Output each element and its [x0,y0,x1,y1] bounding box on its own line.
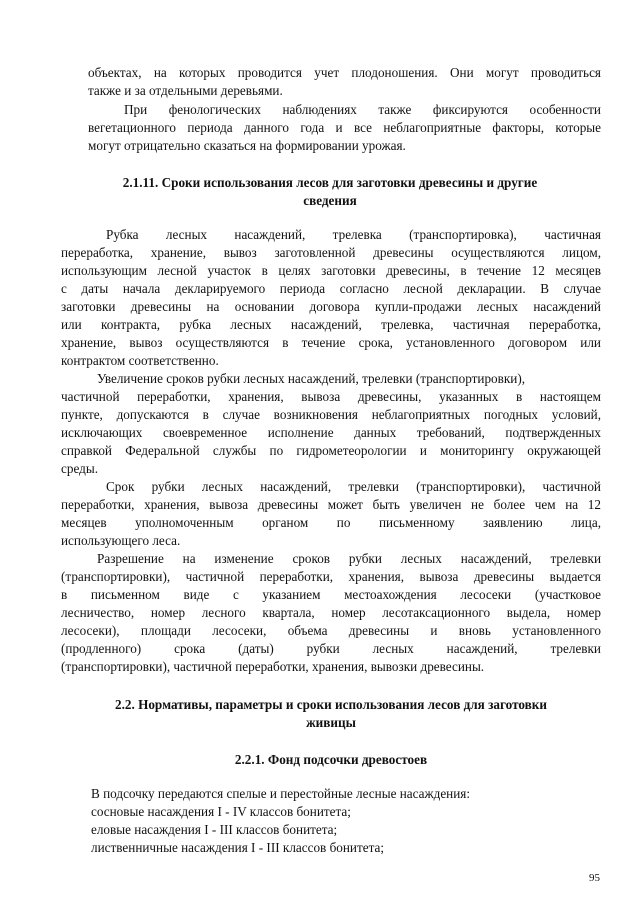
text-line: Рубка лесных насаждений, трелевка (транспортировка), частичная [106,227,601,242]
text-line: переработка, хранение, вывоз заготовленной древесины осуществляются лицом, [61,245,601,260]
text-line: (транспортировки), частичной переработки, хранения, вывоза древесины выдается [61,569,601,584]
text-line: исключающих своевременное исполнение данных требований, подтвержденных [61,425,601,440]
text-line: могут отрицательно сказаться на формировании урожая. [88,138,406,153]
text-line: лесничество, номер лесного квартала, номер лесотаксационного выдела, номер [61,605,601,620]
text-line: переработки, хранения, вывоза древесины может быть увеличен не более чем на 12 [61,497,601,512]
subsection-heading-2-2-1: 2.2.1. Фонд подсочки древостоев [234,752,428,767]
heading-line: 2.2. Нормативы, параметры и сроки использования лесов для заготовки [115,697,547,712]
text-line: использующим лесной участок в целях заготовки древесины, в течение 12 месяцев [61,263,601,278]
list-item: еловые насаждения I - III классов бонитета; [91,822,338,837]
text-line: среды. [61,461,98,476]
text-line: Увеличение сроков рубки лесных насаждений, трелевки (транспортировки), [97,371,526,386]
text-line: использующего леса. [61,533,181,548]
text-line: хранение, вывоз осуществляются в течение срока, установленного договором или [61,335,601,350]
text-line: месяцев уполномоченным органом по письменному заявлению лица, [61,515,601,530]
heading-line: живицы [306,715,356,730]
text-line: При фенологических наблюдениях также фиксируются особенности [124,102,601,117]
text-line: Срок рубки лесных насаждений, трелевки (транспортировки), частичной [106,479,601,494]
text-line: также и за отдельными деревьями. [88,83,283,98]
text-line: частичной переработки, хранения, вывоза древесины, указанных в настоящем [61,389,601,404]
text-line: справкой Федеральной службы по гидрометеорологии и мониторингу окружающей [61,443,601,458]
text-line: пункте, допускаются в случае возникновения неблагоприятных погодных условий, [61,407,601,422]
page-number: 95 [589,872,600,884]
text-line: Разрешение на изменение сроков рубки лесных насаждений, трелевки [97,551,601,566]
text-line: в письменном виде с указанием местоахождения лесосеки (участковое [61,587,601,602]
heading-line: 2.1.11. Сроки использования лесов для заготовки древесины и другие [122,175,538,190]
text-line: объектах, на которых проводится учет плодоношения. Они могут проводиться [88,65,601,80]
text-line: (продленного) срока (даты) рубки лесных насаждений, трелевки [61,641,601,656]
text-line: или контракта, рубка лесных насаждений, трелевка, частичная переработка, [61,317,601,332]
text-line: с даты начала декларируемого периода согласно лесной декларации. В случае [61,281,601,296]
text-line: контрактом соответственно. [61,353,219,368]
text-line: лесосеки), площади лесосеки, объема древесины и вновь установленного [61,623,601,638]
text-line: заготовки древесины на основании договора купли-продажи лесных насаждений [61,299,601,314]
heading-line: сведения [303,193,357,208]
list-item: лиственничные насаждения I - III классов бонитета; [91,840,385,855]
text-line: вегетационного периода данного года и все неблагоприятные факторы, которые [88,120,601,135]
text-line: (транспортировки), частичной переработки, хранения, вывозки древесины. [61,659,485,674]
list-item: сосновые насаждения I - IV классов бонитета; [91,804,351,819]
text-line: В подсочку передаются спелые и перестойные лесные насаждения: [91,786,471,801]
